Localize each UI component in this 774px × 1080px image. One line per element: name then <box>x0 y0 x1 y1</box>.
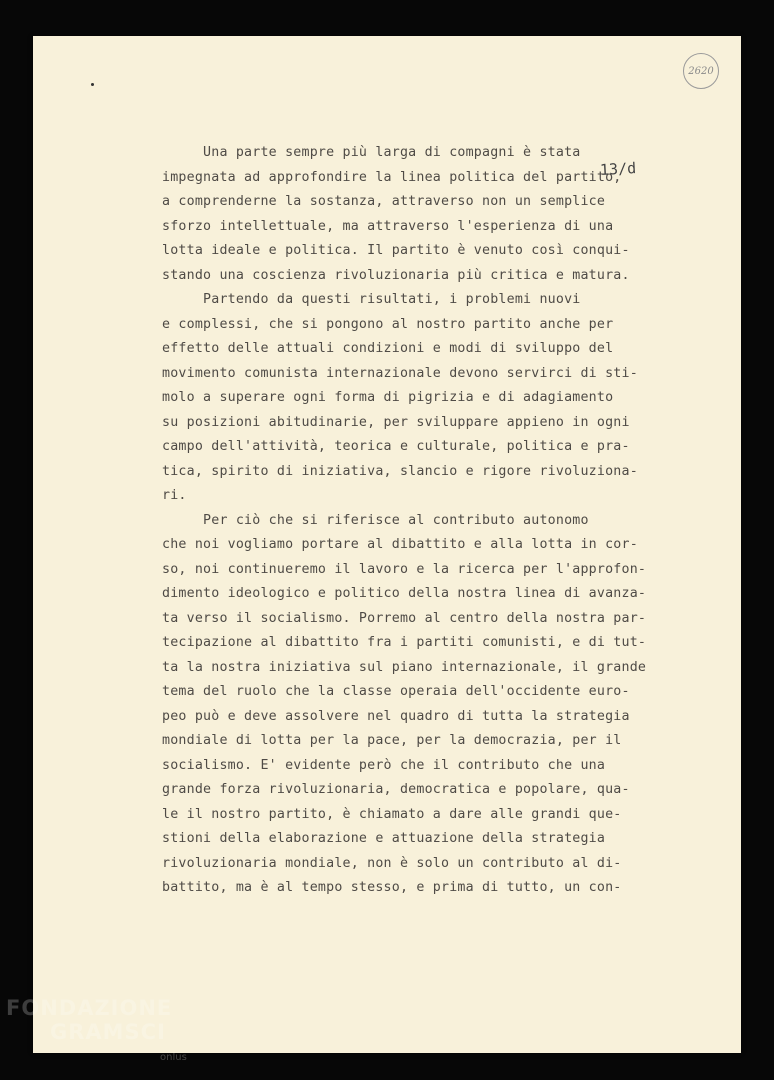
text-line: tecipazione al dibattito fra i partiti comunisti, e di tut- <box>162 635 647 650</box>
text-line: effetto delle attuali condizioni e modi di sviluppo del <box>162 341 614 356</box>
text-line: ri. <box>162 488 187 503</box>
text-line: che noi vogliamo portare al dibattito e alla lotta in cor- <box>162 537 638 552</box>
watermark-line2: GRAMSCI <box>50 1020 166 1044</box>
text-line: molo a superare ogni forma di pigrizia e di adagiamento <box>162 390 614 405</box>
ink-dot <box>91 83 94 86</box>
text-line: movimento comunista internazionale devono servirci di sti- <box>162 365 638 381</box>
watermark-line1: FONDAZIONE <box>6 996 173 1020</box>
text-line: socialismo. E' evidente però che il contributo che una <box>162 757 606 773</box>
text-line: su posizioni abitudinarie, per sviluppare appieno in ogni <box>162 414 630 430</box>
text-line: campo dell'attività, teorica e culturale, politica e pra- <box>162 439 630 454</box>
text-line: lotta ideale e politica. Il partito è venuto così conqui- <box>162 243 630 258</box>
text-line: e complessi, che si pongono al nostro partito anche per <box>162 316 614 332</box>
text-line: stioni della elaborazione e attuazione della strategia <box>162 831 606 846</box>
page-number: 13/d <box>599 159 637 179</box>
text-line: le il nostro partito, è chiamato a dare alle grandi que- <box>162 806 622 822</box>
text-line: Una parte sempre più larga di compagni è stata <box>162 145 581 160</box>
typed-text-body <box>162 141 692 901</box>
text-line: ta la nostra iniziativa sul piano internazionale, il grande <box>162 659 647 675</box>
text-line: battito, ma è al tempo stesso, e prima di tutto, un con- <box>162 880 622 895</box>
text-line: grande forza rivoluzionaria, democratica e popolare, qua- <box>162 782 630 797</box>
text-line: Partendo da questi risultati, i problemi nuovi <box>162 292 581 307</box>
archive-stamp: 2620 <box>683 53 719 89</box>
text-line: tica, spirito di iniziativa, slancio e rigore rivoluziona- <box>162 463 638 479</box>
text-line: so, noi continueremo il lavoro e la ricerca per l'approfon- <box>162 561 647 577</box>
text-line: a comprenderne la sostanza, attraverso non un semplice <box>162 194 606 209</box>
watermark-logo <box>6 996 172 1044</box>
text-line: peo può e deve assolvere nel quadro di tutta la strategia <box>162 708 630 724</box>
text-line: sforzo intellettuale, ma attraverso l'esperienza di una <box>162 218 614 234</box>
text-line: ta verso il socialismo. Porremo al centro della nostra par- <box>162 610 647 626</box>
text-line: stando una coscienza rivoluzionaria più critica e matura. <box>162 267 630 283</box>
text-line: Per ciò che si riferisce al contributo autonomo <box>162 512 589 528</box>
text-line: rivoluzionaria mondiale, non è solo un contributo al di- <box>162 855 622 871</box>
text-line: tema del ruolo che la classe operaia dell'occidente euro- <box>162 684 630 699</box>
text-line: dimento ideologico e politico della nostra linea di avanza- <box>162 586 647 601</box>
text-line: impegnata ad approfondire la linea politica del partito, <box>162 169 622 185</box>
watermark-sub: onlus <box>160 1052 187 1063</box>
text-line: mondiale di lotta per la pace, per la democrazia, per il <box>162 733 622 748</box>
